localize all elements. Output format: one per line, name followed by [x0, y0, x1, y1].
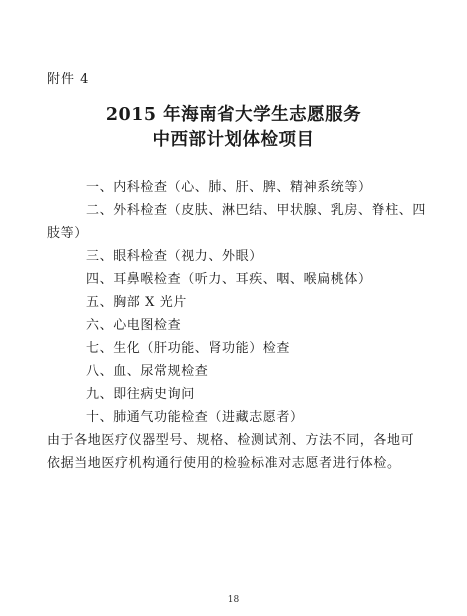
item-internal-medicine: 一、内科检查（心、肺、肝、脾、精神系统等）	[86, 180, 372, 195]
item-chest-xray: 五、胸部 X 光片	[86, 295, 187, 310]
item-biochemistry: 七、生化（肝功能、肾功能）检查	[86, 341, 291, 356]
item-ecg: 六、心电图检查	[86, 318, 182, 333]
item-ent: 四、耳鼻喉检查（听力、耳疾、咽、喉扁桃体）	[86, 272, 372, 287]
attachment-label: 附件 4	[47, 72, 90, 87]
item-surgery-continued: 肢等）	[47, 226, 88, 241]
document-title-line2: 中西部计划体检项目	[152, 130, 315, 150]
item-ophthalmology: 三、眼科检查（视力、外眼）	[86, 249, 263, 264]
document-title-line1: 2015 年海南省大学生志愿服务	[105, 105, 362, 125]
item-medical-history: 九、即往病史询问	[86, 387, 195, 402]
note-line2: 依据当地医疗机构通行使用的检验标准对志愿者进行体检。	[47, 456, 401, 471]
note-line1: 由于各地医疗仪器型号、规格、检测试剂、方法不同，各地可	[47, 433, 415, 448]
item-lung-function: 十、肺通气功能检查（进藏志愿者）	[86, 410, 304, 425]
item-blood-urine: 八、血、尿常规检查	[86, 364, 209, 379]
item-surgery: 二、外科检查（皮肤、淋巴结、甲状腺、乳房、脊柱、四	[86, 203, 427, 218]
page-number: 18	[227, 595, 240, 605]
